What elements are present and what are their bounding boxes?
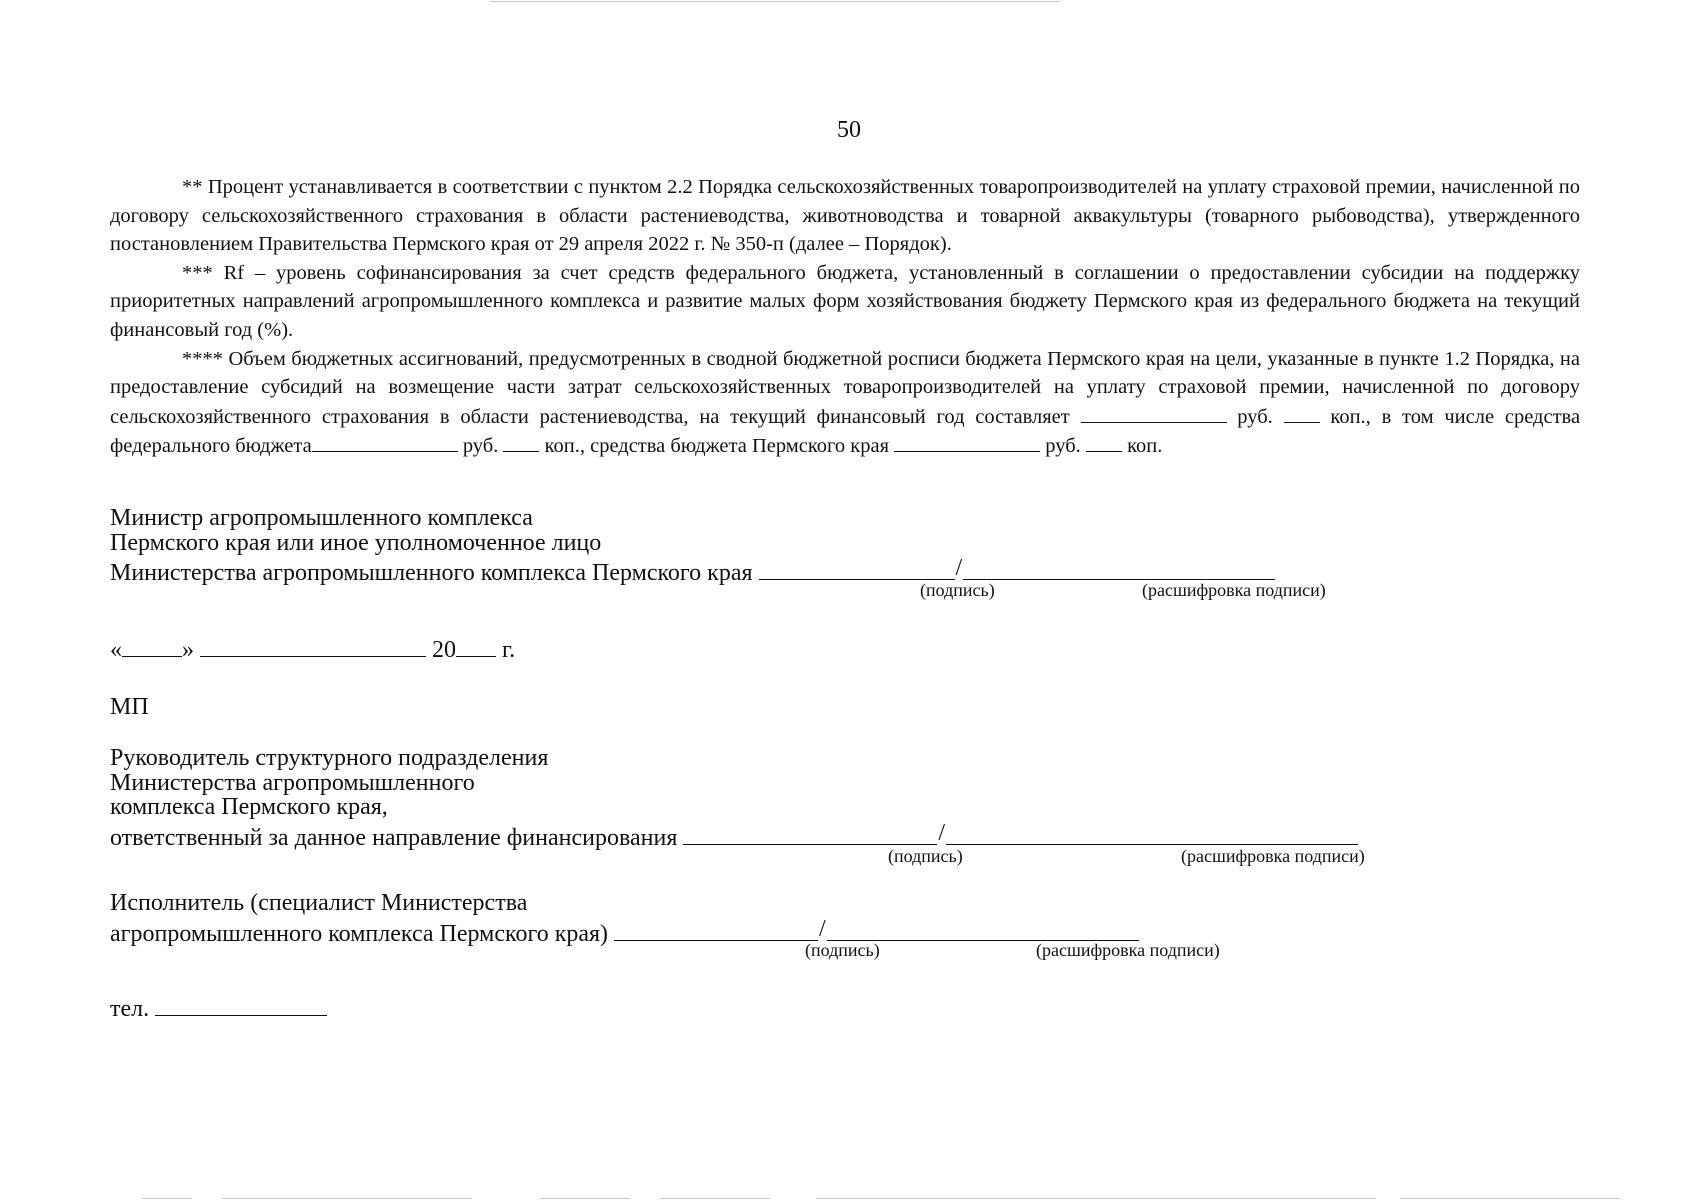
head-signature-block [110,746,1358,850]
footnote-triple-star: *** Rf – уровень софинансирования за счет средств федерального бюджета, установленный в соглашении о предоставлении субсидии на поддержку приоритетных направлений агропромышленного комплекса и развитие малых форм хозяйствования бюджету Пермского края из федерального бюджета на текущий финансовый год (%). [110,261,1580,341]
minister-signature-block [110,506,1275,586]
day-field[interactable] [122,636,182,657]
slash-separator: / [955,555,963,581]
rub-label: руб. [1237,405,1273,428]
head-line-1: Руководитель структурного подразделения [110,745,549,771]
footnotes [110,173,1580,461]
federal-kop-blank[interactable] [503,431,539,452]
head-signature-field[interactable] [683,820,937,845]
scan-artifact-bottom-2 [222,1198,472,1199]
regional-budget-label: коп., средства бюджета Пермского края [544,435,890,458]
executor-line-1: Исполнитель (специалист Министерства [110,890,528,916]
head-decoding-caption: (расшифровка подписи) [1181,846,1365,866]
slash-separator: / [938,819,946,846]
head-name-field[interactable] [946,820,1358,845]
federal-budget-label: в том числе средства федерального бюджета [110,405,1581,458]
phone-line [110,995,327,1022]
footnote-quad-intro: **** Объем бюджетных ассигнований, предусмотренных в сводной бюджетной росписи бюджета Пермского края на цели, указанные в пункте 1.2 Порядка, на предоставление субсидий на возмещение части затрат сельскохозяйственных товаропроизводителей на уплату страховой премии, начисленной по договору сельскохозяйственного страхования в области растениеводства, на текущий финансовый год составляет [110,347,1580,428]
footnote-double-star: ** Процент устанавливается в соответствии с пунктом 2.2 Порядка сельскохозяйственных товаропроизводителей на уплату страховой премии, начисленной по договору сельскохозяйственного страхования в области растениеводства, животноводства и товарной аквакультуры (товарного рыбоводства), утвержденного постановлением Правительства Пермского края от 29 апреля 2022 г. № 350-п (далее – Порядок). [110,176,1580,256]
open-quote: « [110,637,122,663]
head-signature-caption: (подпись) [888,846,963,866]
minister-signature-row [759,555,1276,580]
year-prefix: 20 [432,637,456,663]
date-line [110,636,515,663]
total-kop-blank[interactable] [1284,402,1320,423]
scan-artifact-bottom-1 [142,1198,192,1199]
scan-artifact-bottom-5 [816,1198,1376,1199]
executor-decoding-caption: (расшифровка подписи) [1036,940,1220,960]
close-quote: » [182,637,194,663]
head-signature-row [683,820,1358,845]
rub-label-3: руб. [1045,435,1081,458]
phone-field[interactable] [155,995,327,1016]
total-rub-blank[interactable] [1081,402,1227,423]
month-field[interactable] [200,636,426,657]
footnote-quad-star [110,345,1580,461]
page-number: 50 [837,117,861,143]
head-line-3: комплекса Пермского края, [110,794,388,820]
scan-artifact-bottom-3 [540,1198,630,1199]
scan-artifact-top [490,1,1060,2]
kop-label-3: коп. [1127,435,1163,458]
year-field[interactable] [456,636,496,657]
federal-rub-blank[interactable] [312,431,458,452]
minister-line-2: Пермского края или иное уполномоченное лицо [110,529,602,556]
rub-label-2: руб. [462,435,499,458]
kop-label: коп., [1330,405,1371,428]
executor-signature-field[interactable] [614,916,818,941]
phone-block [110,995,327,1022]
regional-kop-blank[interactable] [1086,431,1122,452]
head-line-4: ответственный за данное направление финансирования [110,824,678,851]
scan-artifact-bottom-4 [660,1198,770,1199]
executor-signature-row [614,916,1139,941]
scan-artifact-bottom-6 [1400,1198,1620,1199]
executor-line-2: агропромышленного комплекса Пермского края) [110,920,609,947]
minister-line-3-row [110,555,1275,586]
head-line-4-row [110,820,1358,851]
minister-line-3: Министерства агропромышленного комплекса Пермского края [110,560,753,586]
minister-name-field[interactable] [963,555,1275,580]
regional-rub-blank[interactable] [894,431,1040,452]
minister-signature-caption: (подпись) [920,580,995,600]
executor-signature-block [110,891,1139,946]
stamp-label: МП [110,694,149,720]
year-suffix: г. [502,637,516,663]
executor-signature-caption: (подпись) [805,940,880,960]
minister-line-1: Министр агропромышленного комплекса [110,505,533,531]
minister-signature-field[interactable] [759,555,955,580]
executor-line-2-row [110,916,1139,947]
executor-name-field[interactable] [827,916,1139,941]
date-block [110,636,515,663]
minister-decoding-caption: (расшифровка подписи) [1142,580,1326,600]
slash-separator: / [819,915,826,942]
head-line-2: Министерства агропромышленного [110,769,475,796]
phone-label: тел. [110,996,150,1022]
